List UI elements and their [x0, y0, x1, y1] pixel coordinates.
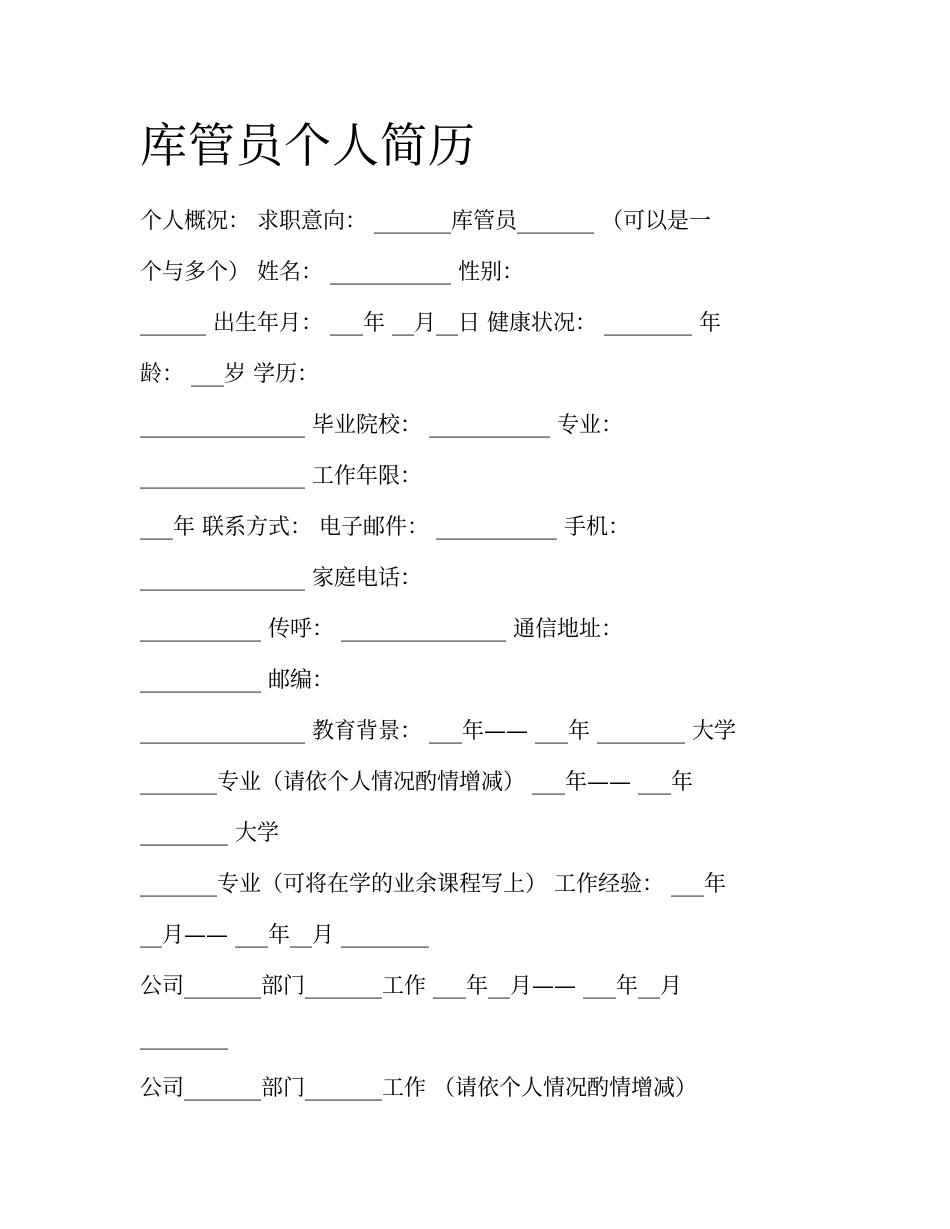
text-line: _______________ 教育背景： ___年—— ___年 ________ 大学: [140, 719, 736, 744]
text-line: ________ 大学: [140, 821, 279, 846]
text-line: 个人概况： 求职意向： _______库管员_______ （可以是一: [140, 209, 711, 234]
text-line: _______________ 家庭电话：: [140, 566, 422, 591]
text-line: _______________ 工作年限：: [140, 464, 422, 489]
text-line: 龄： ___岁 学历：: [140, 362, 319, 387]
text-line: ___________ 邮编：: [140, 668, 334, 693]
text-line: ___年 联系方式： 电子邮件： ___________ 手机：: [140, 515, 630, 540]
text-line: _______专业（可将在学的业余课程写上） 工作经验： ___年: [140, 872, 726, 897]
text-line: __月—— ___年__月 ________: [140, 923, 429, 948]
text-line: ______ 出生年月： ___年 __月__日 健康状况： ________ 年: [140, 311, 721, 336]
page-title: 库管员个人简历: [140, 119, 476, 174]
text-line: ________: [140, 1025, 228, 1050]
text-line: ___________ 传呼： _______________ 通信地址：: [140, 617, 623, 642]
text-line: 个与多个） 姓名： ___________ 性别：: [140, 260, 524, 285]
text-line: 公司_______部门_______工作 （请依个人情况酌情增减）: [140, 1076, 697, 1101]
text-line: 公司_______部门_______工作 ___年__月—— ___年__月: [140, 974, 682, 999]
text-line: _______________ 毕业院校： ___________ 专业：: [140, 413, 623, 438]
text-line: _______专业（请依个人情况酌情增减） ___年—— ___年: [140, 770, 693, 795]
document-body: [140, 196, 820, 1114]
